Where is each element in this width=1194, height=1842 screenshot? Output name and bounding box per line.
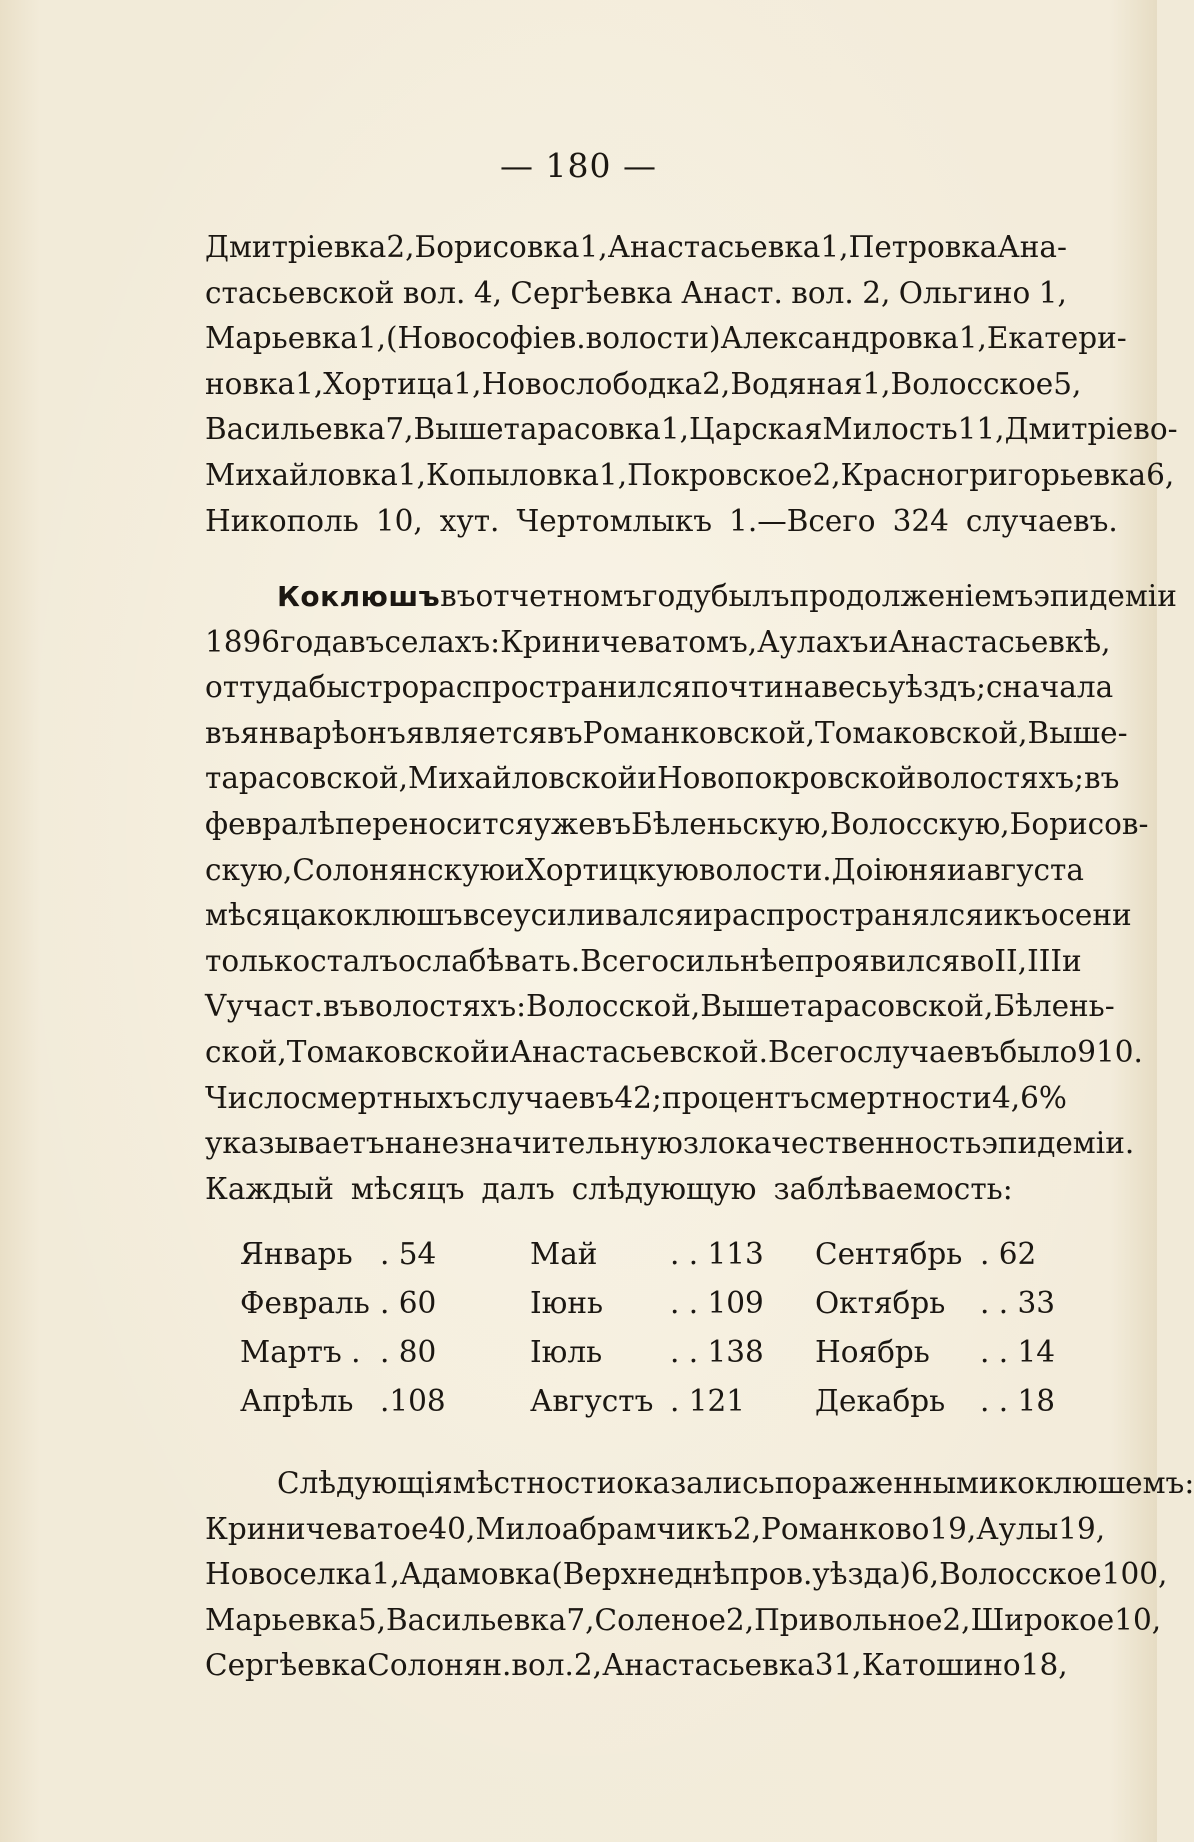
word: почти xyxy=(691,670,784,705)
word: уже xyxy=(533,806,596,841)
word: Анастасьевкѣ, xyxy=(888,624,1111,659)
word: Хортица xyxy=(323,366,454,401)
word: въ xyxy=(205,715,241,750)
word: Новоселка xyxy=(205,1557,372,1592)
word: году xyxy=(642,579,711,613)
word: 2, xyxy=(702,366,731,401)
word: Покровское xyxy=(627,457,813,492)
word: январѣ xyxy=(240,715,350,750)
word: волости) xyxy=(585,321,721,356)
word: смертности xyxy=(809,1080,992,1115)
word: все xyxy=(462,898,514,933)
word: Аулы xyxy=(976,1511,1059,1546)
word: 4,6% xyxy=(992,1080,1067,1115)
text-line xyxy=(205,1167,1067,1213)
word: февралѣ xyxy=(205,806,336,841)
word: Томаковской, xyxy=(815,715,1028,750)
word: и xyxy=(946,852,967,887)
word: Петровка xyxy=(848,230,998,264)
word: Чертомлыкъ xyxy=(516,503,713,538)
month-value: . 54 xyxy=(380,1237,437,1271)
word: Анаст. xyxy=(681,275,783,310)
text-line xyxy=(205,939,1082,985)
word: Никополь xyxy=(205,503,359,538)
month-value: . 121 xyxy=(670,1384,746,1418)
word: осени xyxy=(1040,898,1132,933)
word: Михайловка xyxy=(205,457,398,492)
word: Дмитріевка xyxy=(205,230,387,264)
word: проявился xyxy=(794,943,961,978)
text-line xyxy=(205,271,1067,317)
word: къ xyxy=(1003,898,1041,933)
word: Волосское xyxy=(939,1557,1102,1592)
word: тарасовской, xyxy=(205,761,409,796)
word: Марьевка xyxy=(205,321,358,356)
word: V xyxy=(205,989,227,1024)
word: весь xyxy=(821,670,888,705)
month-cell xyxy=(530,1335,764,1369)
month-name: Февраль xyxy=(240,1286,370,1320)
word: Сергѣевка xyxy=(205,1648,368,1683)
word: 1, xyxy=(295,366,324,401)
word: распространялся xyxy=(712,898,984,933)
word: селахъ: xyxy=(384,624,501,659)
word: Новослободка xyxy=(481,366,703,401)
word: Анастасьевской. xyxy=(509,1034,769,1069)
word: новка xyxy=(205,366,296,401)
word: 2, xyxy=(862,275,891,310)
month-cell xyxy=(530,1384,745,1418)
word: Вышетарасовка xyxy=(413,412,661,447)
month-value: .108 xyxy=(380,1384,446,1418)
paragraph-localities-list xyxy=(205,225,1178,544)
word: Каждый xyxy=(205,1171,334,1206)
word: 2, xyxy=(732,1511,761,1546)
word: усиливался xyxy=(513,898,694,933)
word: 2, xyxy=(812,457,841,492)
word: скую, xyxy=(205,852,293,887)
word: 1, xyxy=(660,412,689,447)
word: Дмитріево- xyxy=(1004,412,1178,447)
month-name: Октябрь xyxy=(815,1286,946,1320)
word: Выше- xyxy=(1027,715,1128,750)
word: 5, xyxy=(1053,366,1082,401)
text-line xyxy=(205,1461,1194,1507)
word: онъ xyxy=(349,715,406,750)
word: случаевъ xyxy=(471,1080,615,1115)
word: Всего xyxy=(580,943,670,978)
month-name: Декабрь xyxy=(815,1384,946,1418)
text-line xyxy=(205,574,1177,620)
word: Борисов- xyxy=(1009,806,1149,841)
word: быстро xyxy=(308,670,420,705)
word: 5, xyxy=(357,1602,386,1637)
word: Бѣлень- xyxy=(993,989,1115,1024)
word: Красногригорьевка xyxy=(840,457,1147,492)
page-number: — 180 — xyxy=(500,146,657,185)
word: 1, xyxy=(371,1557,400,1592)
text-line xyxy=(205,1076,1067,1122)
word: заблѣваемость: xyxy=(773,1171,1013,1206)
text-line xyxy=(205,1507,1106,1553)
text-line xyxy=(205,756,1120,802)
word: іюня xyxy=(873,852,947,887)
word: и xyxy=(505,852,525,887)
word: Криничеватомъ, xyxy=(500,624,758,659)
word: 1, xyxy=(357,321,386,356)
word: Бѣленьскую, xyxy=(631,806,830,841)
word: 100, xyxy=(1101,1557,1168,1592)
word: въ xyxy=(595,806,632,841)
month-value: . 60 xyxy=(380,1286,437,1320)
word: хут. xyxy=(439,503,500,538)
month-name: Іюнь xyxy=(530,1286,604,1320)
text-line xyxy=(205,1121,1135,1167)
word: мѣсяца xyxy=(205,898,318,933)
word: былъ xyxy=(710,579,790,613)
word: въ xyxy=(322,989,359,1024)
word: Всего xyxy=(768,1034,857,1069)
word: и xyxy=(693,898,713,933)
word: Новопокровской xyxy=(656,761,917,796)
word: мѣстности xyxy=(452,1466,617,1500)
table-row xyxy=(240,1335,1056,1384)
word: 1, xyxy=(579,230,608,264)
word: и xyxy=(983,898,1004,933)
word: эпидеміи. xyxy=(981,1126,1135,1161)
month-value: . 62 xyxy=(980,1237,1037,1271)
word: Сергѣевка xyxy=(510,275,673,310)
word: (Верхнеднѣпров. xyxy=(551,1557,813,1592)
word: Анастасьевка xyxy=(607,230,821,264)
word: въ xyxy=(440,579,476,613)
word: Вышетарасовской, xyxy=(700,989,994,1024)
word: ослабѣвать. xyxy=(398,943,581,978)
word: коклюшемъ: xyxy=(998,1466,1194,1500)
month-cell xyxy=(815,1237,1036,1271)
word: случаевъ xyxy=(856,1034,1000,1069)
word: слѣдующую xyxy=(571,1171,757,1206)
word: стасьевской xyxy=(205,275,395,310)
text-line xyxy=(205,362,1082,408)
text-line xyxy=(205,453,1175,499)
word: и xyxy=(1062,943,1082,978)
word: Соленое xyxy=(594,1602,726,1637)
word: сталъ xyxy=(310,943,399,978)
word: августа xyxy=(966,852,1084,887)
word: 910. xyxy=(1077,1034,1143,1069)
month-cell xyxy=(815,1286,1055,1320)
word: волостяхъ; xyxy=(916,761,1084,796)
word: 11, xyxy=(957,412,1005,447)
word: въ xyxy=(349,624,385,659)
month-cell xyxy=(530,1286,764,1320)
word: Хортицкую xyxy=(524,852,699,887)
word: 6, xyxy=(1146,457,1175,492)
word: уѣзда) xyxy=(812,1557,911,1592)
text-line xyxy=(205,1030,1143,1076)
word: Водяная xyxy=(730,366,863,401)
word: Волосской, xyxy=(526,989,701,1024)
table-row xyxy=(240,1384,1056,1433)
month-cell xyxy=(240,1286,436,1320)
word: 1.—Всего xyxy=(729,503,876,538)
word: 324 xyxy=(892,503,949,538)
word: 18, xyxy=(1020,1648,1068,1683)
word: Ольгино xyxy=(898,275,1031,310)
month-value: . 80 xyxy=(380,1335,437,1369)
month-cell xyxy=(240,1237,436,1271)
word: Романковской, xyxy=(582,715,815,750)
month-cell xyxy=(815,1335,1055,1369)
word: 1, xyxy=(598,457,628,492)
word: Волосское xyxy=(890,366,1054,401)
word: вол. xyxy=(791,275,854,310)
word: Марьевка xyxy=(205,1602,358,1637)
word: Васильевка xyxy=(386,1602,567,1637)
word: 1, xyxy=(1038,275,1067,310)
word: мѣсяцъ xyxy=(350,1171,465,1206)
month-name: Мартъ . xyxy=(240,1335,361,1369)
word: года xyxy=(280,624,350,659)
word: сильнѣе xyxy=(669,943,795,978)
text-line xyxy=(205,802,1149,848)
text-line xyxy=(205,316,1127,362)
word: отчетномъ xyxy=(475,579,643,613)
word: переносится xyxy=(335,806,534,841)
word: Криничеватое xyxy=(205,1511,429,1546)
word: 4, xyxy=(473,275,502,310)
month-name: Январь xyxy=(240,1237,353,1271)
word: (Новософіев. xyxy=(386,321,586,356)
text-line xyxy=(205,225,1067,271)
word: Романково xyxy=(761,1511,930,1546)
word: Анастасьевка xyxy=(602,1648,815,1683)
word: II, xyxy=(994,943,1028,978)
table-row xyxy=(240,1286,1056,1335)
text-line xyxy=(205,1598,1162,1644)
month-value: . . 109 xyxy=(670,1286,764,1320)
word: волостяхъ: xyxy=(358,989,527,1024)
word: 1896 xyxy=(205,624,281,659)
word: 1, xyxy=(862,366,891,401)
month-name: Апрѣль xyxy=(240,1384,354,1418)
word: злокачественность xyxy=(682,1126,982,1161)
word: 1, xyxy=(453,366,482,401)
word: Копыловка xyxy=(426,457,599,492)
month-value: . . 18 xyxy=(980,1384,1056,1418)
text-line xyxy=(205,984,1115,1030)
month-name: Іюль xyxy=(530,1335,603,1369)
word: 40, xyxy=(428,1511,476,1546)
word: Екатери- xyxy=(986,321,1127,356)
word: участ. xyxy=(226,989,323,1024)
word: 10, xyxy=(1114,1602,1162,1637)
word: Солонян. xyxy=(367,1648,512,1683)
word: 1, xyxy=(958,321,987,356)
word: во xyxy=(960,943,995,978)
month-name: Ноябрь xyxy=(815,1335,930,1369)
word: Борисовка xyxy=(414,230,580,264)
word: 19, xyxy=(1058,1511,1106,1546)
month-value: . . 113 xyxy=(670,1237,764,1271)
monthly-cases-table xyxy=(240,1237,1056,1433)
month-name: Сентябрь xyxy=(815,1237,963,1271)
word: Катошино xyxy=(861,1648,1021,1683)
table-row xyxy=(240,1237,1040,1286)
word: является xyxy=(405,715,548,750)
word: Ана- xyxy=(997,230,1067,264)
text-line xyxy=(205,407,1178,453)
text-line xyxy=(205,893,1132,939)
month-name: Май xyxy=(530,1237,598,1271)
lead-word: Коклюшъ xyxy=(277,580,441,613)
word: на xyxy=(384,1126,422,1161)
word: указываетъ xyxy=(205,1126,385,1161)
month-value: . . 33 xyxy=(980,1286,1056,1320)
text-line xyxy=(205,665,1114,711)
word: незначительную xyxy=(421,1126,683,1161)
word: пораженными xyxy=(774,1466,999,1500)
word: Милость xyxy=(822,412,958,447)
text-line xyxy=(205,620,1111,666)
word: Слѣдующія xyxy=(277,1466,453,1500)
word: коклюшъ xyxy=(317,898,463,933)
paragraph-whooping-cough xyxy=(205,574,1177,1212)
word: 2, xyxy=(573,1648,603,1683)
month-name: Августъ xyxy=(530,1384,654,1418)
word: вол. xyxy=(402,275,466,310)
word: Александровка xyxy=(720,321,959,356)
month-value: . . 138 xyxy=(670,1335,764,1369)
month-cell xyxy=(815,1384,1055,1418)
word: Адамовка xyxy=(399,1557,552,1592)
word: и xyxy=(637,761,657,796)
word: 1, xyxy=(397,457,427,492)
word: Милоабрамчикъ xyxy=(475,1511,733,1546)
word: 2, xyxy=(942,1602,971,1637)
word: ской, xyxy=(205,1034,287,1069)
word: Томаковской xyxy=(286,1034,490,1069)
word: оказались xyxy=(616,1466,775,1500)
word: 42; xyxy=(614,1080,662,1115)
word: Васильевка xyxy=(205,412,386,447)
word: сначала xyxy=(986,670,1114,705)
word: 1, xyxy=(820,230,849,264)
word: на xyxy=(783,670,822,705)
word: оттуда xyxy=(205,670,309,705)
word: только xyxy=(205,943,311,978)
word: 31, xyxy=(814,1648,862,1683)
text-line xyxy=(205,1643,1067,1689)
word: Царская xyxy=(689,412,823,447)
word: волости. xyxy=(698,852,832,887)
word: Аулахъ xyxy=(757,624,869,659)
text-line xyxy=(205,1552,1168,1598)
word: Широкое xyxy=(970,1602,1115,1637)
word: Волосскую, xyxy=(829,806,1010,841)
word: уѣздъ; xyxy=(887,670,986,705)
word: III xyxy=(1027,943,1063,978)
word: 7, xyxy=(385,412,414,447)
word: было xyxy=(999,1034,1078,1069)
word: и xyxy=(868,624,889,659)
word: эпидеміи xyxy=(1033,579,1177,613)
word: распространился xyxy=(419,670,692,705)
text-line xyxy=(205,711,1128,757)
word: и xyxy=(489,1034,510,1069)
word: До xyxy=(831,852,874,887)
word: смертныхъ xyxy=(300,1080,472,1115)
word: 10, xyxy=(375,503,423,538)
word: далъ xyxy=(481,1171,555,1206)
word: Михайловской xyxy=(408,761,638,796)
month-cell xyxy=(240,1335,436,1369)
word: случаевъ. xyxy=(965,503,1118,538)
word: 2, xyxy=(725,1602,755,1637)
month-cell xyxy=(530,1237,764,1271)
word: 6, xyxy=(910,1557,940,1592)
word: въ xyxy=(1083,761,1120,796)
word: 7, xyxy=(566,1602,595,1637)
month-cell xyxy=(240,1384,446,1418)
word: 2, xyxy=(386,230,415,264)
word: Солонянскую xyxy=(292,852,506,887)
word: Привольное xyxy=(754,1602,943,1637)
text-line xyxy=(205,848,1084,894)
text-line xyxy=(205,499,1118,545)
word: процентъ xyxy=(662,1080,810,1115)
word: вол. xyxy=(511,1648,574,1683)
word: Число xyxy=(205,1080,301,1115)
word: 19, xyxy=(929,1511,977,1546)
paragraph-affected-localities xyxy=(205,1461,1194,1689)
word: въ xyxy=(547,715,583,750)
month-value: . . 14 xyxy=(980,1335,1056,1369)
word: продолженіемъ xyxy=(789,579,1034,613)
